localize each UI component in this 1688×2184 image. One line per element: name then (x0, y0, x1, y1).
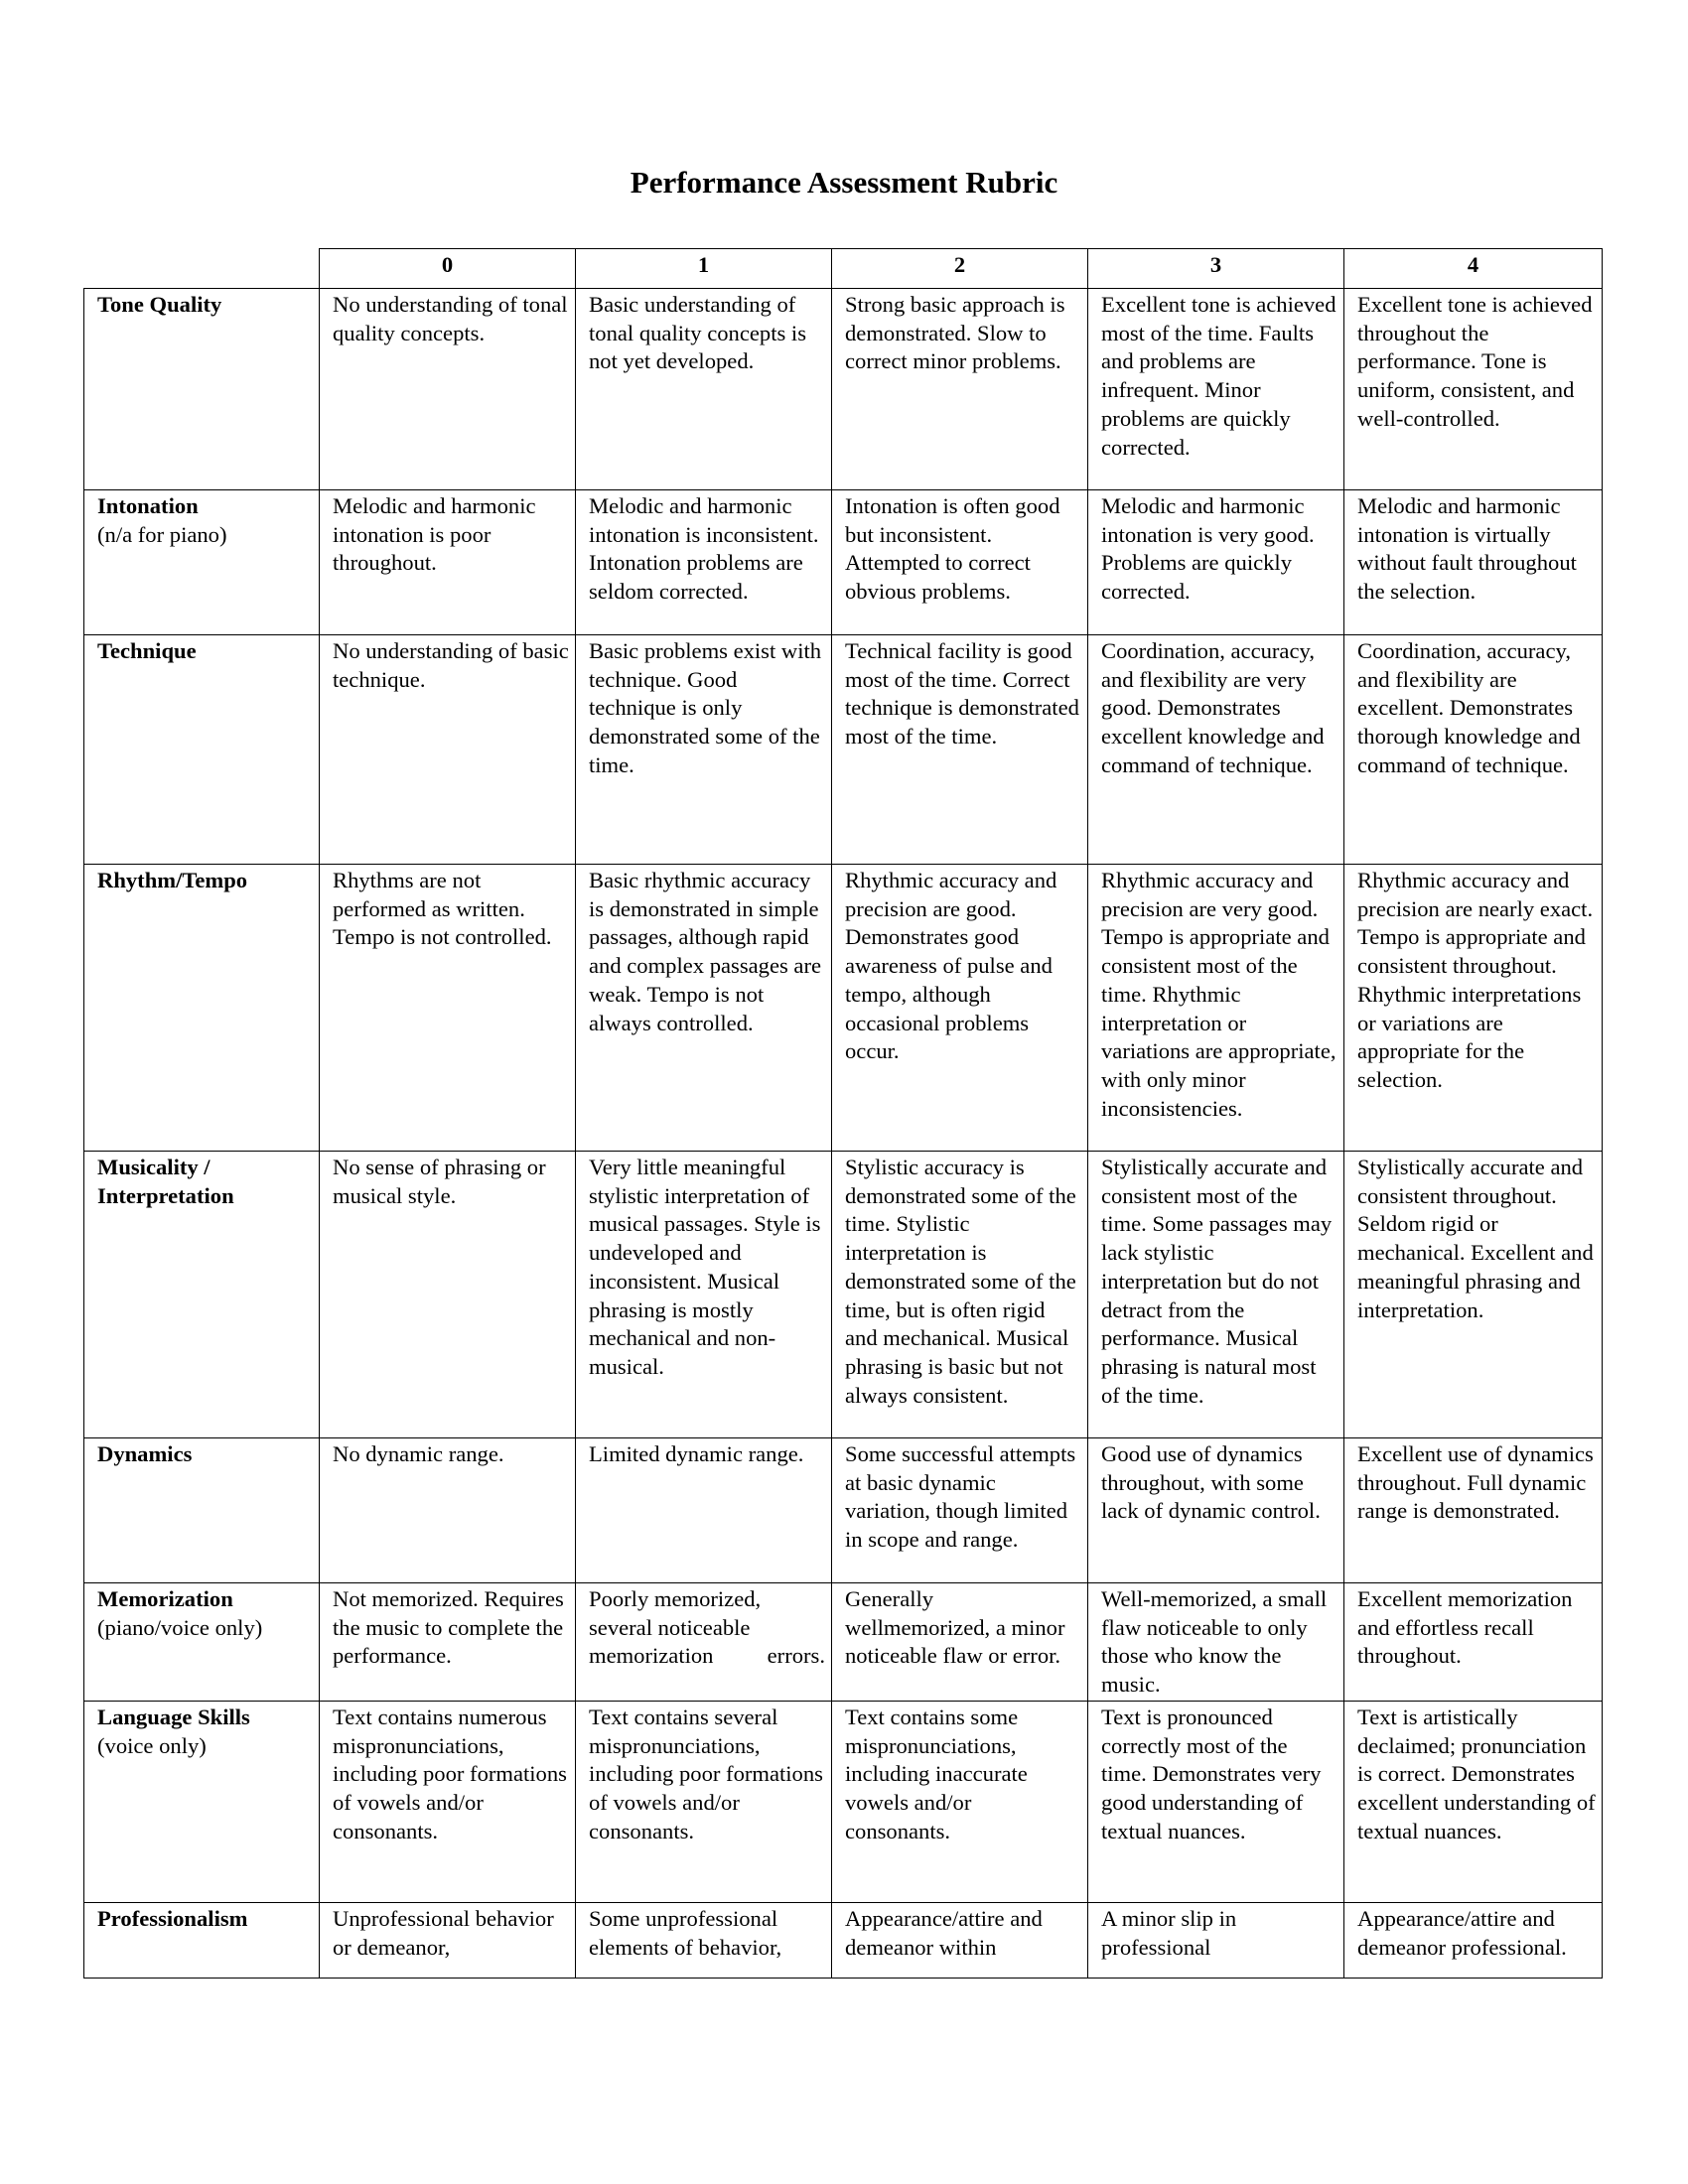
rubric-cell: Text contains several mispronunciations, including poor formations of vowels and/or consonants. (576, 1701, 832, 1902)
rubric-cell: Strong basic approach is demonstrated. Slow to correct minor problems. (832, 289, 1088, 490)
page-title: Performance Assessment Rubric (630, 165, 1058, 200)
criterion-row-professionalism (84, 1902, 1603, 1978)
score-header-2: 2 (832, 249, 1088, 289)
criterion-row-rhythm-tempo (84, 865, 1603, 1152)
score-header-4: 4 (1344, 249, 1603, 289)
rubric-cell: Appearance/attire and demeanor professional. (1344, 1902, 1603, 1978)
rubric-cell: Poorly memorized, several noticeable memorization errors. (576, 1583, 832, 1702)
rubric-cell: No dynamic range. (320, 1438, 576, 1583)
criterion-row-dynamics (84, 1438, 1603, 1583)
rubric-cell: Intonation is often good but inconsistent. Attempted to correct obvious problems. (832, 490, 1088, 635)
criterion-name: Language Skills (97, 1704, 250, 1729)
rubric-cell: Stylistic accuracy is demonstrated some of the time. Stylistic interpretation is demonstrated some of the time, but is often rigid and mechanical. Musical phrasing is basic but not always consistent. (832, 1152, 1088, 1438)
rubric-cell: No understanding of basic technique. (320, 635, 576, 865)
rubric-cell: Excellent tone is achieved throughout the performance. Tone is uniform, consistent, and well-controlled. (1344, 289, 1603, 490)
rubric-cell: No sense of phrasing or musical style. (320, 1152, 576, 1438)
rubric-cell: Rhythmic accuracy and precision are very good. Tempo is appropriate and consistent most of the time. Rhythmic interpretation or variations are appropriate, with only minor inconsistencies. (1088, 865, 1344, 1152)
criterion-cell (84, 1583, 320, 1702)
score-header-1: 1 (576, 249, 832, 289)
rubric-cell: Technical facility is good most of the time. Correct technique is demonstrated most of the time. (832, 635, 1088, 865)
rubric-cell: Excellent use of dynamics throughout. Full dynamic range is demonstrated. (1344, 1438, 1603, 1583)
score-header-0: 0 (320, 249, 576, 289)
rubric-cell: Basic rhythmic accuracy is demonstrated in simple passages, although rapid and complex passages are weak. Tempo is not always controlled. (576, 865, 832, 1152)
rubric-cell: Very little meaningful stylistic interpretation of musical passages. Style is undeveloped and inconsistent. Musical phrasing is mostly mechanical and non-musical. (576, 1152, 832, 1438)
criterion-cell (84, 1701, 320, 1902)
rubric-cell: Generally wellmemorized, a minor noticeable flaw or error. (832, 1583, 1088, 1702)
rubric-cell: Excellent tone is achieved most of the time. Faults and problems are infrequent. Minor problems are quickly corrected. (1088, 289, 1344, 490)
criterion-name: Intonation (97, 493, 199, 518)
rubric-cell: Rhythmic accuracy and precision are good. Demonstrates good awareness of pulse and tempo, although occasional problems occur. (832, 865, 1088, 1152)
criterion-row-musicality (84, 1152, 1603, 1438)
criterion-cell (84, 1438, 320, 1583)
rubric-cell: Stylistically accurate and consistent throughout. Seldom rigid or mechanical. Excellent and meaningful phrasing and interpretation. (1344, 1152, 1603, 1438)
rubric-cell: A minor slip in professional (1088, 1902, 1344, 1978)
rubric-table (83, 248, 1603, 1979)
rubric-cell: Coordination, accuracy, and flexibility are very good. Demonstrates excellent knowledge and command of technique. (1088, 635, 1344, 865)
criterion-row-tone-quality (84, 289, 1603, 490)
criterion-cell (84, 635, 320, 865)
rubric-cell: Basic understanding of tonal quality concepts is not yet developed. (576, 289, 832, 490)
rubric-cell: Melodic and harmonic intonation is poor throughout. (320, 490, 576, 635)
criterion-name: Tone Quality (97, 292, 222, 317)
rubric-cell: Excellent memorization and effortless recall throughout. (1344, 1583, 1603, 1702)
rubric-cell: Good use of dynamics throughout, with some lack of dynamic control. (1088, 1438, 1344, 1583)
score-header-row (84, 249, 1603, 289)
rubric-cell: Some unprofessional elements of behavior, (576, 1902, 832, 1978)
rubric-cell: Basic problems exist with technique. Good technique is only demonstrated some of the time. (576, 635, 832, 865)
rubric-cell: Text contains numerous mispronunciations, including poor formations of vowels and/or consonants. (320, 1701, 576, 1902)
criterion-row-technique (84, 635, 1603, 865)
rubric-cell: Melodic and harmonic intonation is virtually without fault throughout the selection. (1344, 490, 1603, 635)
rubric-cell: Not memorized. Requires the music to complete the performance. (320, 1583, 576, 1702)
rubric-cell: Appearance/attire and demeanor within (832, 1902, 1088, 1978)
criterion-note: (voice only) (97, 1732, 207, 1758)
rubric-cell: Well-memorized, a small flaw noticeable to only those who know the music. (1088, 1583, 1344, 1702)
criterion-name: Memorization (97, 1586, 233, 1611)
rubric-cell: Coordination, accuracy, and flexibility are excellent. Demonstrates thorough knowledge and command of technique. (1344, 635, 1603, 865)
score-header-3: 3 (1088, 249, 1344, 289)
rubric-cell: Rhythms are not performed as written. Tempo is not controlled. (320, 865, 576, 1152)
criterion-row-intonation (84, 490, 1603, 635)
criterion-cell (84, 289, 320, 490)
criterion-note: (n/a for piano) (97, 521, 227, 547)
rubric-cell: Text is artistically declaimed; pronunciation is correct. Demonstrates excellent understanding of textual nuances. (1344, 1701, 1603, 1902)
criterion-cell (84, 865, 320, 1152)
rubric-cell: No understanding of tonal quality concepts. (320, 289, 576, 490)
criterion-name: Rhythm/Tempo (97, 868, 248, 892)
rubric-cell: Text contains some mispronunciations, including inaccurate vowels and/or consonants. (832, 1701, 1088, 1902)
rubric-cell: Melodic and harmonic intonation is very good. Problems are quickly corrected. (1088, 490, 1344, 635)
rubric-cell: Stylistically accurate and consistent most of the time. Some passages may lack stylistic interpretation but do not detract from the performance. Musical phrasing is natural most of the time. (1088, 1152, 1344, 1438)
criterion-name: Musicality / Interpretation (97, 1155, 234, 1208)
rubric-cell: Rhythmic accuracy and precision are nearly exact. Tempo is appropriate and consistent throughout. Rhythmic interpretations or variations are appropriate for the selection. (1344, 865, 1603, 1152)
rubric-cell: Limited dynamic range. (576, 1438, 832, 1583)
criterion-row-language-skills (84, 1701, 1603, 1902)
criterion-cell (84, 1152, 320, 1438)
criterion-row-memorization (84, 1583, 1603, 1702)
header-corner-cell (84, 249, 320, 289)
rubric-cell: Text is pronounced correctly most of the time. Demonstrates very good understanding of textual nuances. (1088, 1701, 1344, 1902)
rubric-cell: Some successful attempts at basic dynamic variation, though limited in scope and range. (832, 1438, 1088, 1583)
criterion-note: (piano/voice only) (97, 1614, 263, 1640)
criterion-name: Dynamics (97, 1441, 193, 1466)
criterion-name: Professionalism (97, 1905, 248, 1931)
rubric-cell: Melodic and harmonic intonation is inconsistent. Intonation problems are seldom corrected. (576, 490, 832, 635)
criterion-cell (84, 1902, 320, 1978)
rubric-cell: Unprofessional behavior or demeanor, (320, 1902, 576, 1978)
criterion-name: Technique (97, 638, 197, 663)
criterion-cell (84, 490, 320, 635)
